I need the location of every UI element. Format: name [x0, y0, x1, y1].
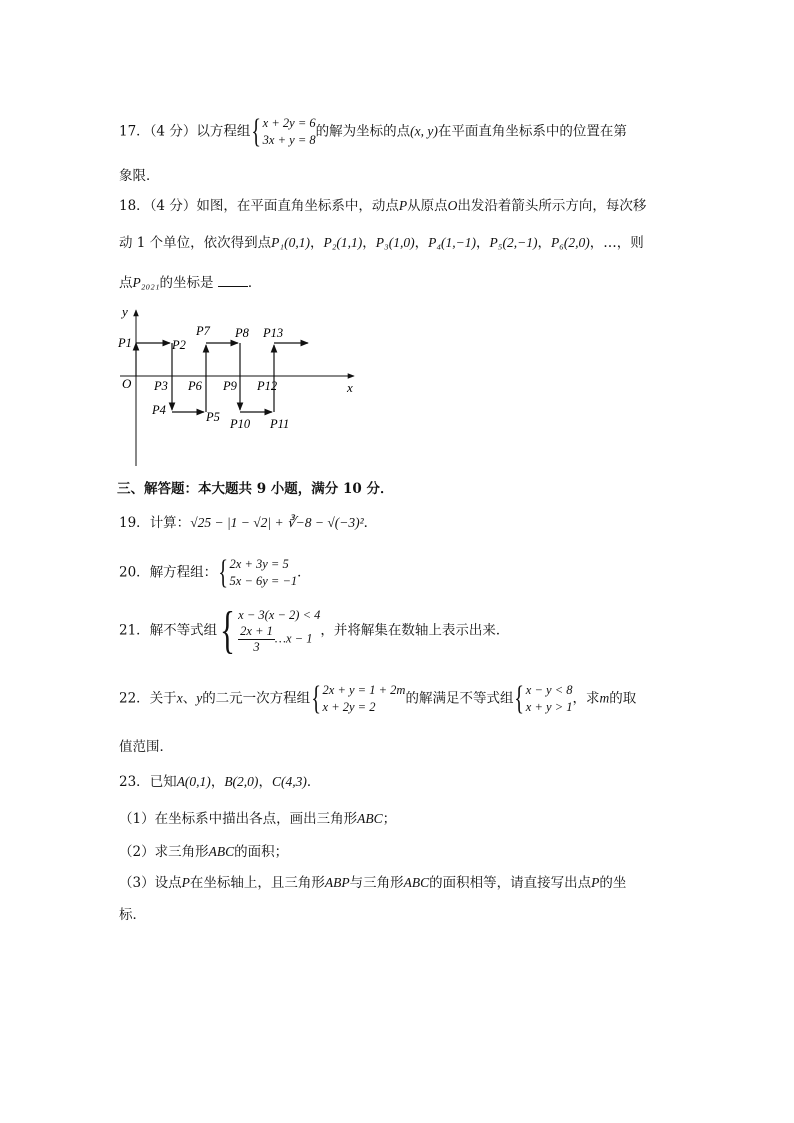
q17-text-post: 在平面直角坐标系中的位置在第 — [437, 123, 627, 140]
label-p11: P11 — [270, 417, 290, 431]
q17-line1 — [119, 115, 627, 149]
q23-part3 — [119, 874, 626, 892]
q22-ineq1: x − y < 8 — [525, 683, 573, 697]
q21-post: ，并将解集在数轴上表示出来． — [320, 622, 510, 639]
sep: ， — [589, 235, 604, 251]
label-p2: P2 — [172, 338, 186, 352]
q21-frac-num: 2x + 1 — [240, 624, 273, 638]
q20-eq2: 5x − 6y = −1 — [229, 574, 298, 588]
q17-eq2: 3x + y = 8 — [262, 133, 316, 147]
q23-point-a: A(0,1) — [176, 774, 211, 789]
label-p13: P13 — [263, 326, 284, 340]
q23-p3-P2: P — [591, 875, 600, 890]
sep: ， — [210, 774, 225, 790]
q22-ineq2: x + y > 1 — [525, 700, 573, 714]
q18-line3-end: ． — [247, 275, 262, 291]
q18-text3: 出发沿着箭头所示方向，每次移 — [457, 198, 647, 214]
q17-score: （4 分） — [149, 123, 197, 140]
q18-point-p3: P₃(1,0) — [375, 235, 415, 250]
q23-number: 23． — [119, 774, 150, 790]
q22-mid: 的解满足不等式组 — [405, 690, 514, 707]
origin-label: O — [122, 376, 132, 391]
q19-number: 19． — [119, 515, 150, 531]
q18-text2: 从原点 — [407, 198, 448, 214]
q22-text: 的二元一次方程组 — [202, 690, 311, 707]
q23-p3-triangle1: ABP — [324, 875, 350, 890]
q23-end: ． — [306, 774, 321, 790]
label-p1: P1 — [118, 336, 132, 350]
label-p8: P8 — [235, 326, 249, 340]
q23-p2-triangle: ABC — [208, 844, 235, 859]
q18-line1 — [119, 197, 646, 215]
q22-pre: 关于 — [149, 690, 177, 707]
q18-line3 — [119, 274, 261, 292]
q22-x: x — [176, 690, 183, 706]
q23-part1 — [119, 810, 396, 828]
label-p5: P5 — [206, 410, 220, 424]
q18-number: 18． — [119, 198, 150, 214]
q22-number: 22． — [119, 690, 150, 707]
q18-line3-post: 的坐标是 — [159, 275, 214, 291]
q23-point-c: C(4,3) — [271, 774, 307, 789]
q21-ineq2-rest: …x − 1 — [274, 631, 313, 646]
q18-P: P — [398, 198, 408, 213]
q18-O: O — [447, 198, 458, 213]
label-p6: P6 — [188, 379, 202, 393]
q19-pre: 计算： — [149, 515, 191, 531]
label-p12: P12 — [257, 379, 278, 393]
q22-post2: 的取 — [609, 690, 637, 707]
q18-point-p1: P₁(0,1) — [271, 235, 310, 250]
q17-text-mid: 的解为坐标的点 — [315, 123, 411, 140]
left-brace-icon: { — [218, 554, 229, 591]
q22-inequality-system — [513, 682, 572, 716]
q22-comma: 、 — [182, 690, 197, 707]
answer-blank — [218, 274, 248, 287]
q23-p3-triangle2: ABC — [403, 875, 430, 890]
q21-pre: 解不等式组 — [149, 622, 218, 639]
q21-inequality-system — [217, 602, 321, 659]
q21-frac-den: 3 — [253, 640, 260, 654]
q18-point-p5: P₅(2,−1) — [489, 235, 538, 250]
q22-post1: ，求 — [572, 690, 600, 707]
left-brace-icon: { — [220, 602, 236, 659]
q22-y: y — [196, 690, 203, 706]
q23-p1-end: ； — [382, 811, 397, 827]
q23-p2-text: （2）求三角形 — [119, 844, 209, 860]
sep: ， — [309, 235, 324, 251]
q19-line — [119, 514, 377, 532]
q18-score: （4 分） — [149, 198, 197, 214]
q22-line2: 值范围． — [119, 739, 173, 755]
q20-number: 20． — [119, 564, 150, 581]
q17-point: (x, y) — [410, 123, 438, 139]
label-p10: P10 — [230, 417, 251, 431]
q18-point-p6: P₆(2,0) — [550, 235, 590, 250]
q23-p3-b: 在坐标轴上，且三角形 — [189, 875, 325, 891]
sep: ， — [258, 774, 272, 790]
q23-p3-d: 的面积相等，请直接写出点 — [429, 875, 592, 891]
q17-number: 17． — [119, 123, 150, 140]
q23-p3-c: 与三角形 — [349, 875, 404, 891]
q21-number: 21． — [119, 622, 150, 639]
q23-p3-e: 的坐 — [599, 875, 627, 891]
q20-line — [119, 556, 311, 590]
q19-end: ． — [363, 515, 378, 531]
q23-line1 — [119, 773, 320, 791]
q18-line2 — [119, 234, 644, 252]
left-brace-icon: { — [251, 113, 262, 150]
x-axis-label: x — [347, 380, 353, 395]
q23-point-b: B(2,0) — [224, 774, 259, 789]
q17-equation-system — [250, 115, 315, 149]
q18-ellipsis: … — [603, 235, 617, 251]
left-brace-icon: { — [514, 680, 525, 717]
q20-equation-system — [217, 556, 297, 590]
label-p3: P3 — [154, 379, 168, 393]
q22-m: m — [599, 690, 610, 706]
q18-target-point: P₂₀₂₁ — [132, 275, 160, 290]
q21-ineq1: x − 3(x − 2) < 4 — [238, 608, 321, 622]
q22-line1 — [119, 682, 636, 716]
q21-fraction — [238, 624, 275, 655]
q23-p2-end: 的面积； — [234, 844, 289, 860]
q22-eq2: x + 2y = 2 — [322, 700, 376, 714]
q23-p1-triangle: ABC — [357, 811, 383, 826]
sep: ， — [476, 235, 490, 251]
q23-part2 — [119, 843, 288, 861]
q23-p1-text: （1）在坐标系中描出各点，画出三角形 — [119, 811, 358, 827]
q18-point-p4: P₄(1,−1) — [428, 235, 477, 250]
q17-line2: 象限． — [119, 168, 160, 184]
q20-pre: 解方程组： — [149, 564, 218, 581]
left-brace-icon: { — [311, 680, 322, 717]
label-p9: P9 — [223, 379, 237, 393]
q17-text-pre: 以方程组 — [196, 123, 251, 140]
sep: ， — [537, 235, 551, 251]
q18-line3-pre: 点 — [119, 275, 133, 291]
q17-eq1: x + 2y = 6 — [262, 116, 316, 130]
y-axis-label: y — [122, 304, 128, 319]
q23-p3-P: P — [181, 875, 190, 890]
q18-point-p2: P₂(1,1) — [323, 235, 363, 250]
sep: ， — [362, 235, 376, 251]
q23-part3-line2: 标． — [119, 907, 146, 923]
q22-equation-system — [310, 682, 405, 716]
q18-figure — [112, 302, 372, 467]
q23-p3-a: （3）设点 — [119, 875, 182, 891]
q18-line2-post: ，则 — [616, 235, 644, 251]
q23-intro: 已知 — [149, 774, 177, 790]
q18-text1: 如图，在平面直角坐标系中，动点 — [196, 198, 399, 214]
q21-line — [119, 602, 510, 659]
q18-line2-pre: 动 1 个单位，依次得到点 — [119, 235, 272, 251]
label-p4: P4 — [152, 403, 166, 417]
q20-eq1: 2x + 3y = 5 — [229, 557, 289, 571]
section-heading: 三、解答题：本大题共 9 小题，满分 10 分． — [117, 481, 394, 497]
q20-end: ． — [297, 564, 311, 581]
q19-expression: √25 − |1 − √2| + ∛−8 − √(−3)² — [190, 515, 364, 530]
label-p7: P7 — [196, 324, 210, 338]
sep: ， — [414, 235, 429, 251]
q22-eq1: 2x + y = 1 + 2m — [322, 683, 406, 697]
